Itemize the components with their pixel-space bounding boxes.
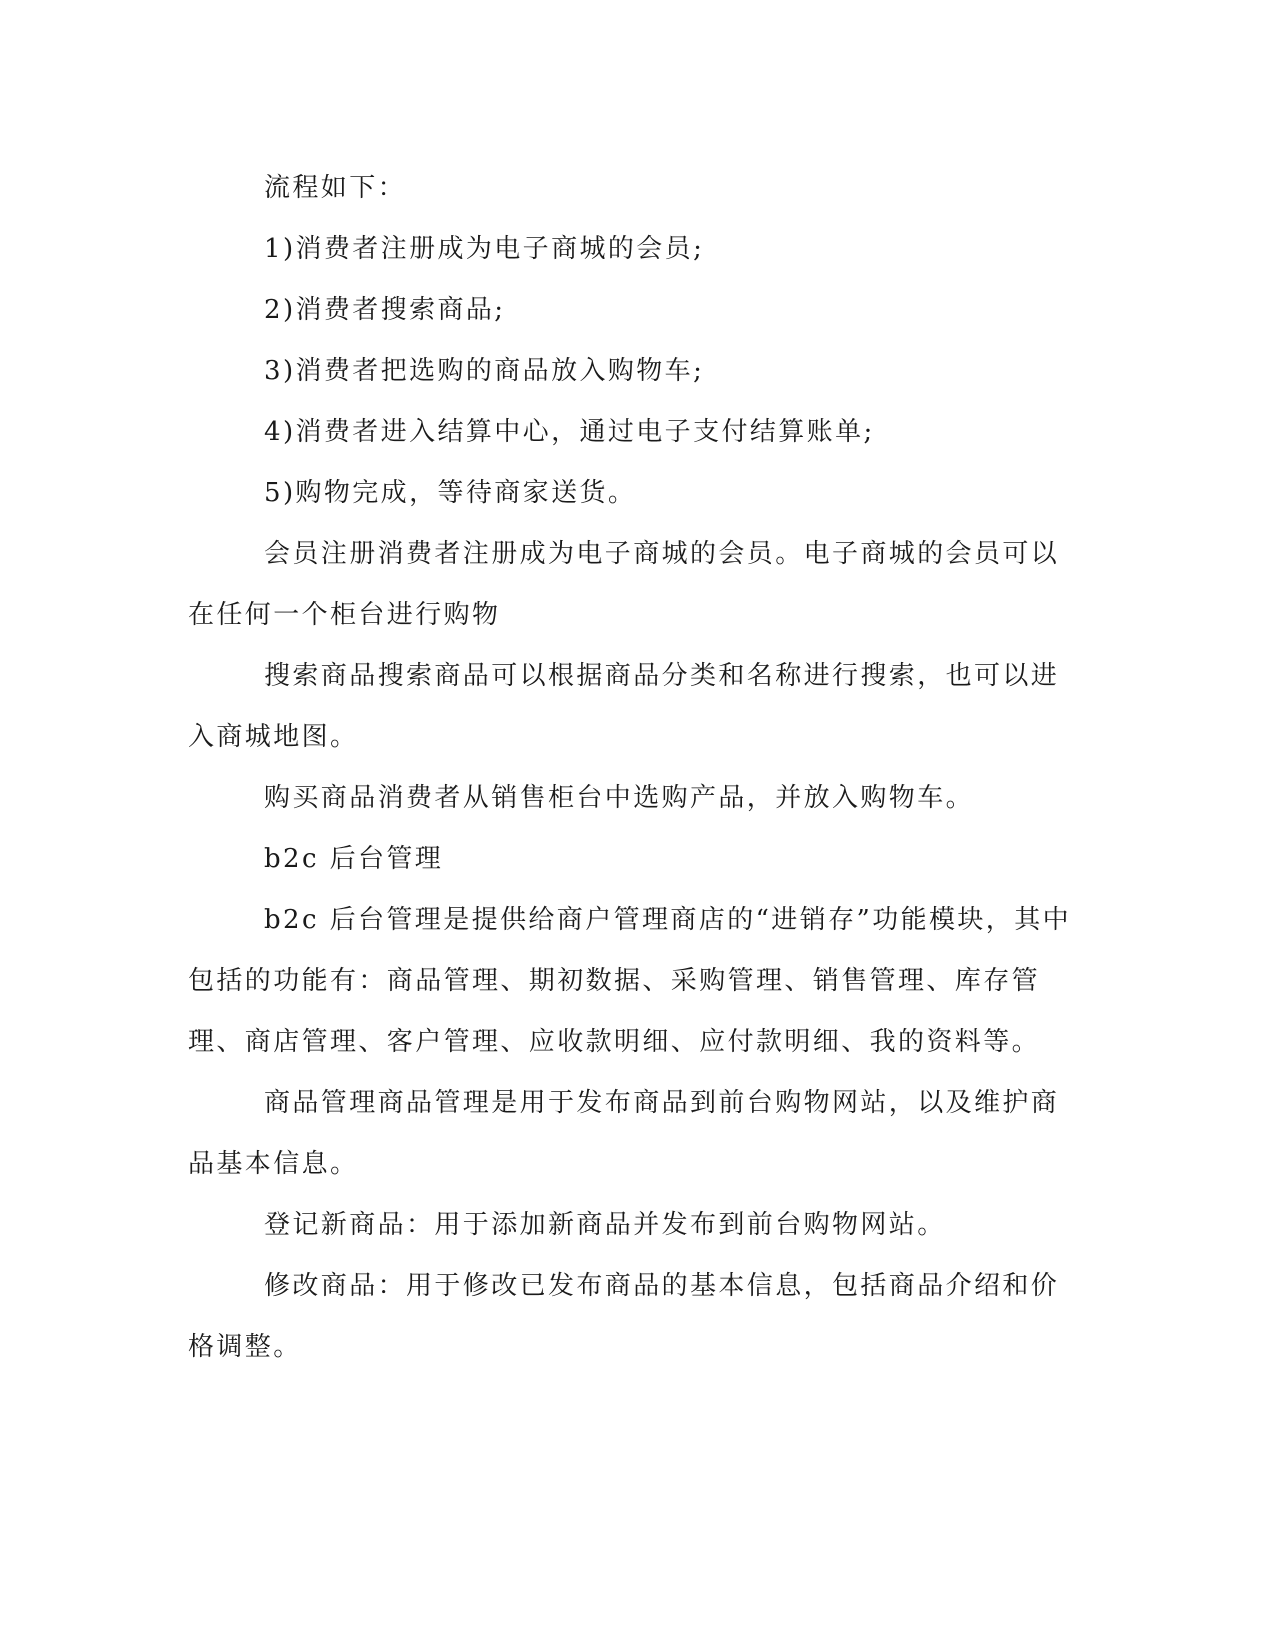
paragraph-search-products: 搜索商品搜索商品可以根据商品分类和名称进行搜索，也可以进入商城地图。 — [188, 661, 1060, 752]
paragraph-b2c-admin-heading: b2c 后台管理 — [264, 844, 444, 874]
paragraph-b2c-admin-description: b2c 后台管理是提供给商户管理商店的“进销存”功能模块，其中包括的功能有：商品管理、期初数据、采购管理、销售管理、库存管理、商店管理、客户管理、应收款明细、应付款明细、我的资料等。 — [188, 905, 1071, 1057]
paragraph-member-registration: 会员注册消费者注册成为电子商城的会员。电子商城的会员可以在任何一个柜台进行购物 — [188, 539, 1060, 630]
paragraph-buy-products: 购买商品消费者从销售柜台中选购产品，并放入购物车。 — [264, 783, 975, 813]
document-body — [188, 158, 1078, 1378]
paragraph-step-5: 5)购物完成，等待商家送货。 — [264, 478, 637, 508]
paragraph-product-management: 商品管理商品管理是用于发布商品到前台购物网站，以及维护商品基本信息。 — [188, 1088, 1060, 1179]
paragraph-step-4: 4)消费者进入结算中心，通过电子支付结算账单; — [264, 417, 875, 447]
paragraph-step-3: 3)消费者把选购的商品放入购物车; — [264, 356, 705, 386]
paragraph-register-new-product: 登记新商品：用于添加新商品并发布到前台购物网站。 — [264, 1210, 946, 1240]
paragraph-step-2: 2)消费者搜索商品; — [264, 295, 506, 325]
paragraph-process-intro: 流程如下： — [264, 173, 407, 203]
paragraph-step-1: 1)消费者注册成为电子商城的会员; — [264, 234, 705, 264]
paragraph-modify-product: 修改商品：用于修改已发布商品的基本信息，包括商品介绍和价格调整。 — [188, 1271, 1060, 1362]
